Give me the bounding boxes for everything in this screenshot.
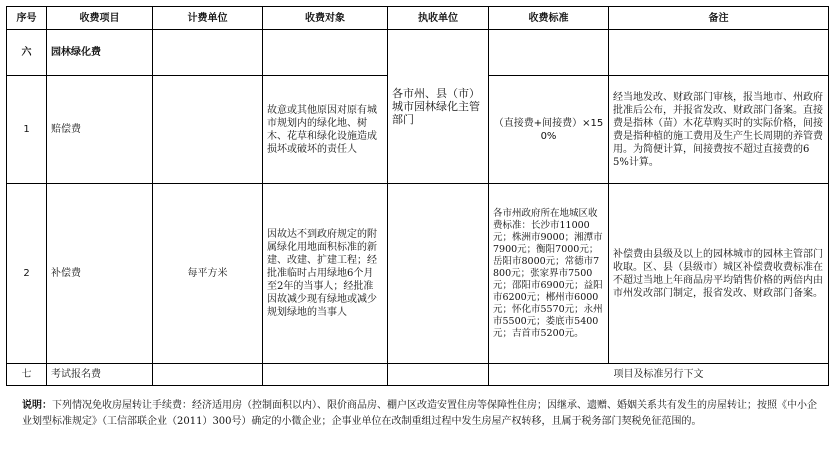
header-row: [7, 7, 829, 30]
row2-agency: [388, 184, 489, 364]
row7-item: 考试报名费: [47, 364, 153, 386]
note-label: 说明：: [22, 400, 52, 411]
row2-unit: 每平方米: [153, 184, 263, 364]
note-paragraph: [22, 398, 822, 430]
note-text: 下列情况免收房屋转让手续费：经济适用房（控制面积以内）、限价商品房、棚户区改造安置住房等保障性住房；因继承、遗赠、婚姻关系共有发生的房屋转让；按照《中小企业划型标准规定》（工信部联企业（2011）300号）确定的小微企业；企事业单位在改制重组过程中发生房屋产权转移，且属于税务部门契税免征范围的。: [22, 400, 817, 427]
header-standard: 收费标准: [489, 7, 609, 30]
header-target: 收费对象: [263, 7, 388, 30]
fee-table: [6, 6, 829, 386]
section-no: 六: [7, 30, 47, 76]
section-agency-text: 各市州、县（市）城市园林绿化主管部门: [392, 87, 480, 126]
row1-remark: 经当地发改、财政部门审核，报当地市、州政府批准后公布，并报省发改、财政部门备案。直接费是指林（苗）木花草购买时的实际价格，间接费是指种植的施工费用及生产生长周期的养管费用。为简便计算，间接费按不超过直接费的65%计算。: [609, 76, 829, 184]
section-standard: [489, 30, 609, 76]
row1-item: 赔偿费: [47, 76, 153, 184]
row1-no: 1: [7, 76, 47, 184]
header-remark: 备注: [609, 7, 829, 30]
section-row: [7, 30, 829, 76]
row7-unit: [153, 364, 263, 386]
section-agency: [388, 30, 489, 184]
section-unit: [153, 30, 263, 76]
row2-item: 补偿费: [47, 184, 153, 364]
header-item: 收费项目: [47, 7, 153, 30]
row2-standard: 各市州政府所在地城区收费标准：长沙市11000元；株洲市9000；湘潭市7900元；衡阳7000元；岳阳市8000元；常德市7800元；张家界市7500元；邵阳市6900元；益阳市6200元；郴州市6000元；怀化市5570元；永州市5500元；娄底市5400元；吉首市5200元。: [489, 184, 609, 364]
section-target: [263, 30, 388, 76]
header-unit: 计费单位: [153, 7, 263, 30]
row2-no: 2: [7, 184, 47, 364]
table-row: [7, 184, 829, 364]
row7-remark: 项目及标准另行下文: [489, 364, 829, 386]
row1-standard: （直接费+间接费）×150%: [489, 76, 609, 184]
row1-target: 故意或其他原因对原有城市规划内的绿化地、树木、花草和绿化设施造成损坏或破坏的责任人: [263, 76, 388, 184]
section-item: 园林绿化费: [47, 30, 153, 76]
row7-no: 七: [7, 364, 47, 386]
row2-remark: 补偿费由县级及以上的园林城市的园林主管部门收取。区、县（县级市）城区补偿费收费标准在不超过当地上年商品房平均销售价格的两倍内由市州发改部门制定，报省发改、财政部门备案。: [609, 184, 829, 364]
section-remark: [609, 30, 829, 76]
header-agency: 执收单位: [388, 7, 489, 30]
row1-unit: [153, 76, 263, 184]
row2-target: 因故达不到政府规定的附属绿化用地面积标准的新建、改建、扩建工程；经批准临时占用绿地6个月至2年的当事人；经批准因故减少现有绿地或减少规划绿地的当事人: [263, 184, 388, 364]
header-no: 序号: [7, 7, 47, 30]
row7-target: [263, 364, 388, 386]
table-row: [7, 364, 829, 386]
row7-agency: [388, 364, 489, 386]
